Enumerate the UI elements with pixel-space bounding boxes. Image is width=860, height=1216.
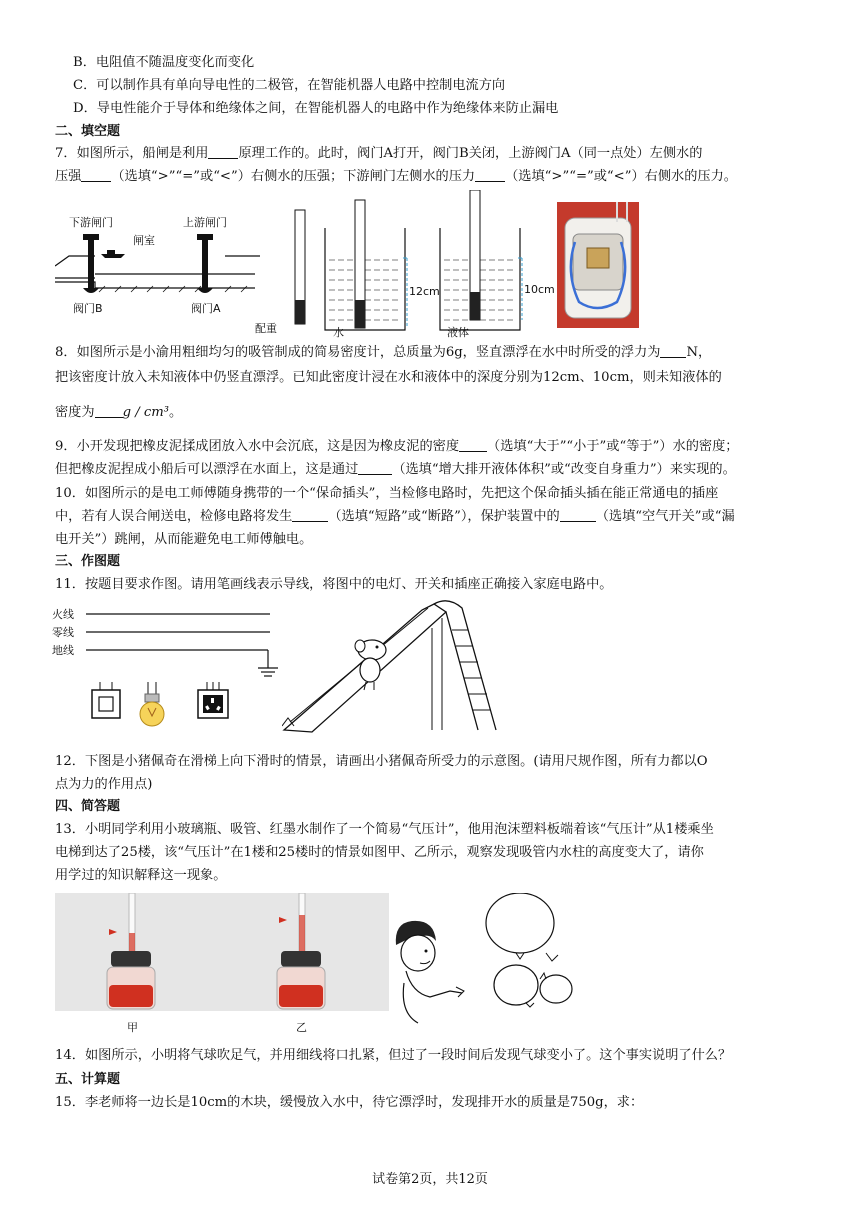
- liquid-depth-label: 10cm: [524, 283, 555, 296]
- protective-plug-photo: [557, 202, 639, 328]
- q8-depth-water: 12cm: [542, 370, 580, 385]
- question-9-line2: [55, 460, 815, 480]
- q8-text: ，则未知液体的: [629, 370, 722, 385]
- question-13-line1: 13．小明同学利用小玻璃瓶、吸管、红墨水制作了一个简易“气压计”，他用泡沫塑料板端着该“气压计”从1楼乘坐: [55, 822, 714, 837]
- question-10-line1: 10．如图所示的是电工师傅随身携带的一个“保命插头”，当检修电路时，先把这个保命插头插在能正常通电的插座: [55, 486, 719, 501]
- water-depth-label: 12cm: [409, 285, 440, 298]
- answer-blank[interactable]: [560, 507, 596, 522]
- q10-text: 中，若有人误合闸送电，检修电路将发生: [55, 509, 293, 524]
- figure-yi-label: 乙: [296, 1021, 307, 1034]
- q7-text: 7．如图所示，船闸是利用: [55, 146, 209, 161]
- weight-label: 配重: [255, 322, 277, 335]
- balloon-large: [486, 893, 554, 953]
- answer-blank[interactable]: [292, 507, 328, 522]
- question-15: 15．李老师将一边长是10cm的木块，缓慢放入水中，待它漂浮时，发现排开水的质量是750g，求：: [55, 1095, 644, 1110]
- water-label: 水: [333, 326, 344, 338]
- option-c: C．可以制作具有单向导电性的二极管，在智能机器人电路中控制电流方向: [73, 78, 506, 93]
- q9-text: 但把橡皮泥捏成小船后可以漂浮在水面上，这是通过: [55, 462, 359, 477]
- section-fill-heading: 二、填空题: [55, 124, 121, 139]
- question-7-line2: [55, 167, 815, 187]
- balloon-medium: [494, 965, 538, 1005]
- question-10-line3: 电开关”）跳闸，从而能避免电工师傅触电。: [55, 532, 313, 547]
- q9-text: （选填“增大排开液体体积”或“改变自身重力”）来实现的。: [392, 462, 736, 477]
- light-bulb-icon: [140, 682, 164, 726]
- section-calculation-heading: 五、计算题: [55, 1072, 121, 1087]
- question-11: 11．按题目要求作图。请用笔画线表示导线，将图中的电灯、开关和插座正确接入家庭电路中。: [55, 577, 613, 592]
- answer-blank[interactable]: [459, 437, 487, 452]
- option-b: B．电阻值不随温度变化而变化: [73, 55, 255, 70]
- ground-wire-label: 地线: [52, 644, 74, 657]
- question-8-line3: [55, 403, 815, 423]
- answer-blank[interactable]: [81, 167, 111, 182]
- switch-icon: [92, 682, 120, 718]
- section-short-answer-heading: 四、简答题: [55, 799, 121, 814]
- question-8-line2: [55, 368, 815, 388]
- barometer-photo: [55, 893, 389, 1039]
- q8-unit: g / cm³: [122, 405, 170, 420]
- question-7-line1: [55, 144, 815, 164]
- question-9-line1: [55, 437, 815, 457]
- question-13-line3: 用学过的知识解释这一现象。: [55, 868, 227, 883]
- question-13-line2: 电梯到达了25楼，该“气压计”在1楼和25楼时的情景如图甲、乙所示，观察发现吸管内水柱的高度变大了，请你: [55, 845, 704, 860]
- question-8-line1: [55, 343, 815, 363]
- balloon-figure: [390, 893, 580, 1035]
- question-14: 14．如图所示，小明将气球吹足气，并用细线将口扎紧，但过了一段时间后发现气球变小了。这个事实说明了什么？: [55, 1048, 732, 1063]
- q7-text: （选填“>”“=”或“<”）右侧水的压力。: [505, 169, 737, 184]
- q7-text: 原理工作的。此时，阀门A打开，阀门B关闭，上游阀门A（同一点处）左侧水的: [238, 146, 703, 161]
- household-circuit-figure: [52, 600, 282, 732]
- q8-text: ，竖直漂浮在水中时所受的浮力为: [462, 345, 661, 360]
- socket-icon: [198, 682, 228, 718]
- valve-a-label: 阀门A: [191, 302, 221, 315]
- density-meter-figure: [255, 190, 555, 338]
- live-wire-label: 火线: [52, 608, 74, 621]
- question-12-line1: 12．下图是小猪佩奇在滑梯上向下滑时的情景，请画出小猪佩奇所受力的示意图。(请用尺规作图，所有力都以O: [55, 754, 708, 769]
- slide-figure: [282, 598, 507, 736]
- answer-blank[interactable]: [358, 460, 392, 475]
- q8-depth-liquid: 10cm: [592, 370, 630, 385]
- question-12-line2: 点为力的作用点): [55, 777, 153, 792]
- q8-text: 密度为: [55, 405, 95, 420]
- figure-jia-label: 甲: [127, 1021, 138, 1034]
- q8-text: 8．如图所示是小渝用粗细均匀的吸管制成的简易密度计，总质量为: [55, 345, 446, 360]
- answer-blank[interactable]: [208, 144, 238, 159]
- downstream-gate-label: 下游闸门: [69, 216, 113, 229]
- liquid-label: 液体: [447, 326, 469, 338]
- q10-text: （选填“空气开关”或“漏: [595, 509, 735, 524]
- balloon-small: [540, 975, 572, 1003]
- option-d: D．导电性能介于导体和绝缘体之间，在智能机器人的电路中作为绝缘体来防止漏电: [73, 101, 559, 116]
- q10-text: （选填“短路”或“断路”），保护装置中的: [328, 509, 560, 524]
- neutral-wire-label: 零线: [52, 626, 74, 639]
- arrow-icon: [546, 953, 558, 961]
- answer-blank[interactable]: [95, 403, 123, 418]
- valve-b-label: 阀门B: [73, 302, 103, 315]
- q7-text: 压强: [55, 169, 82, 184]
- q9-text: 9．小开发现把橡皮泥揉成团放入水中会沉底，这是因为橡皮泥的密度: [55, 439, 460, 454]
- q9-text: （选填“大于”“小于”或“等于”）水的密度；: [487, 439, 739, 454]
- ship-lock-figure: [55, 208, 265, 320]
- q8-mass: 6g: [445, 345, 463, 360]
- lock-chamber-label: 闸室: [133, 234, 155, 247]
- upstream-gate-label: 上游闸门: [183, 216, 227, 229]
- page-footer: 试卷第2页，共12页: [372, 1172, 488, 1187]
- section-draw-heading: 三、作图题: [55, 554, 121, 569]
- answer-blank[interactable]: [660, 343, 686, 358]
- q8-text: 。: [169, 405, 183, 420]
- answer-blank[interactable]: [475, 167, 505, 182]
- q8-text: 把该密度计放入未知液体中仍竖直漂浮。已知此密度计浸在水和液体中的深度分别为: [55, 370, 543, 385]
- question-10-line2: [55, 507, 815, 527]
- child-icon: [396, 921, 464, 1023]
- q8-text: N，: [686, 345, 712, 360]
- q7-text: （选填“>”“=”或“<”）右侧水的压强；下游闸门左侧水的压力: [111, 169, 476, 184]
- q8-text: 、: [579, 370, 593, 385]
